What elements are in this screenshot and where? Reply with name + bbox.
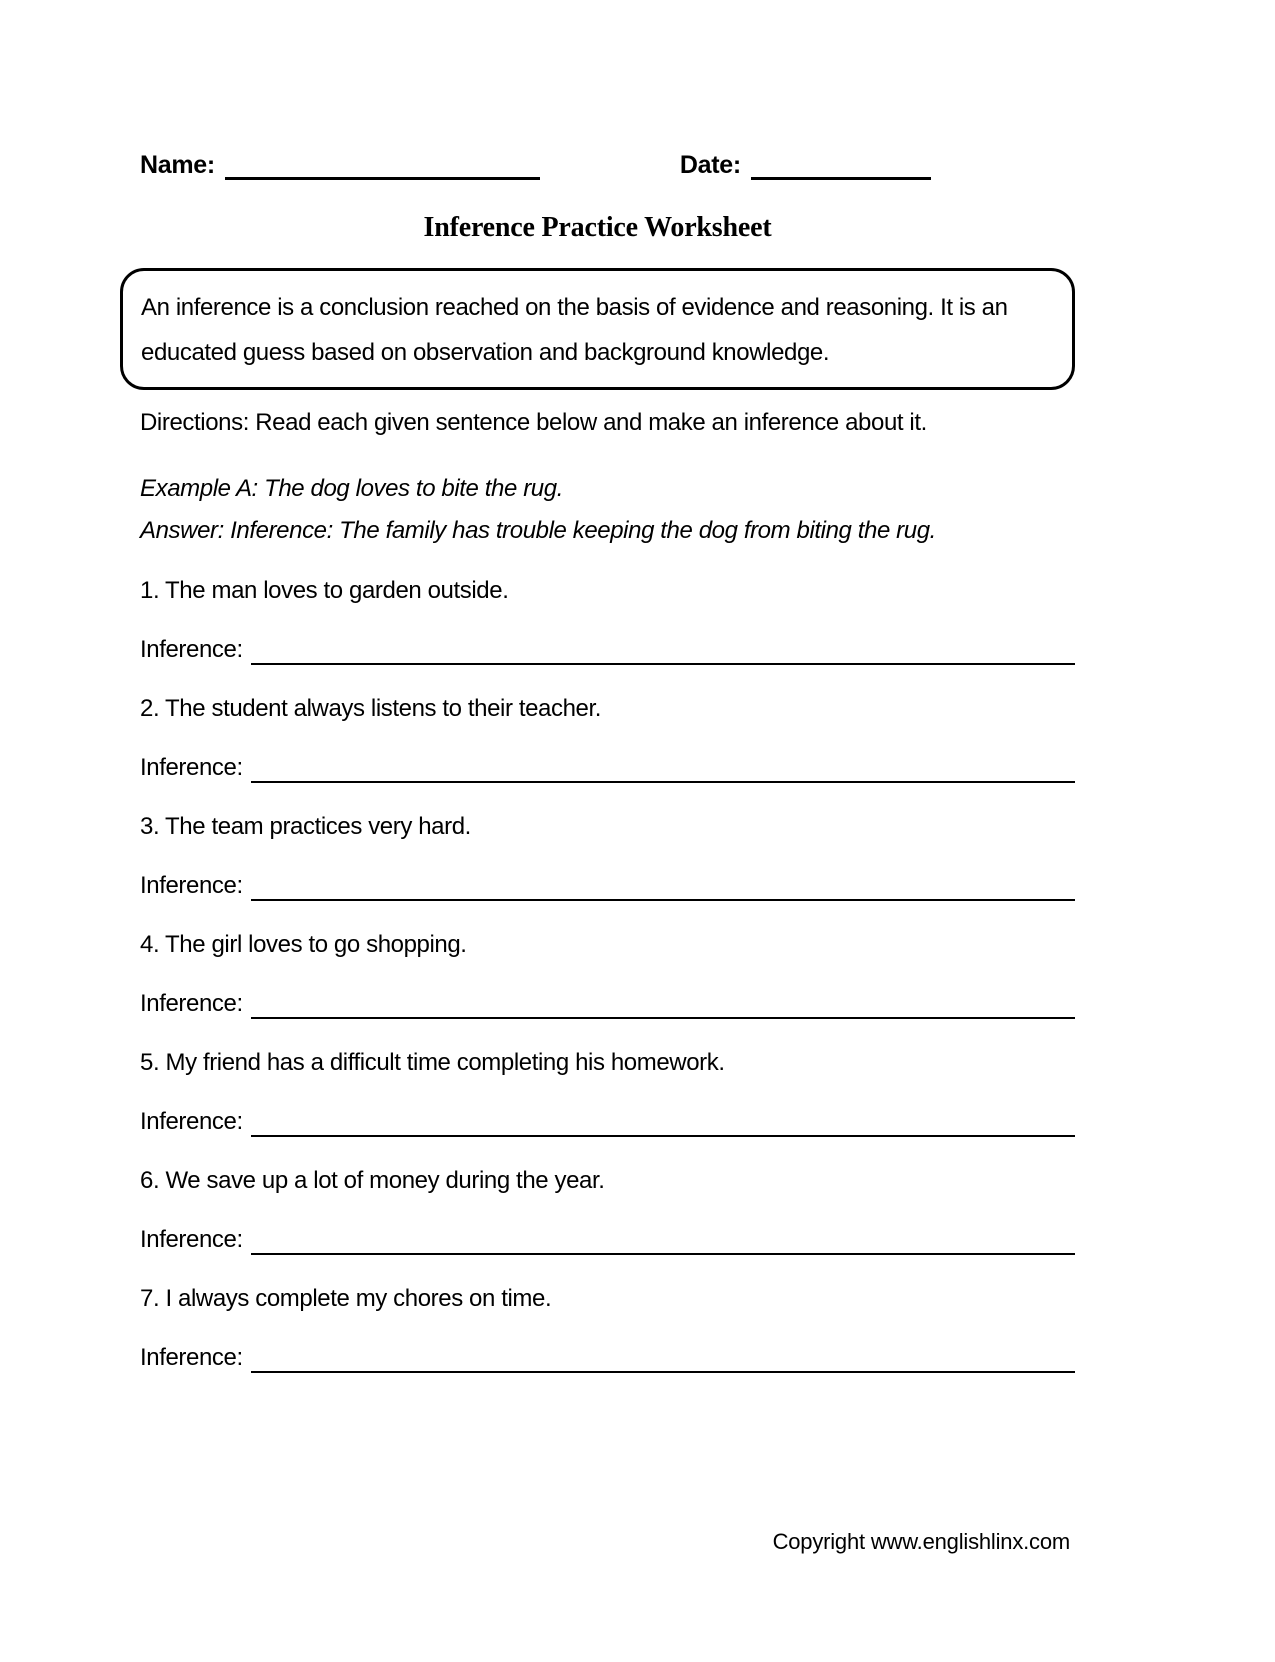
copyright-text: Copyright www.englishlinx.com bbox=[772, 1529, 1070, 1554]
inference-blank-line-7 bbox=[251, 1345, 1075, 1373]
inference-row-2 bbox=[140, 753, 1075, 783]
inference-row-6 bbox=[140, 1225, 1075, 1255]
inference-blank-line-1 bbox=[251, 637, 1075, 665]
questions-list bbox=[120, 576, 1075, 1373]
date-blank-line bbox=[751, 154, 931, 180]
directions-text: Directions: Read each given sentence below and make an inference about it. bbox=[140, 409, 927, 436]
inference-blank-line-4 bbox=[251, 991, 1075, 1019]
question-sentence-4: 4. The girl loves to go shopping. bbox=[140, 931, 467, 958]
definition-box: An inference is a conclusion reached on the basis of evidence and reasoning. It is an educated guess based on observation and background knowledge. bbox=[120, 268, 1075, 390]
date-label: Date: bbox=[679, 151, 741, 179]
inference-row-1 bbox=[140, 635, 1075, 665]
inference-label: Inference: bbox=[140, 1108, 243, 1135]
inference-row-3 bbox=[140, 871, 1075, 901]
example-answer: Answer: Inference: The family has trouble keeping the dog from biting the rug. bbox=[140, 517, 936, 544]
inference-blank-line-2 bbox=[251, 755, 1075, 783]
inference-row-7 bbox=[140, 1343, 1075, 1373]
question-sentence-3: 3. The team practices very hard. bbox=[140, 813, 471, 840]
question-sentence-5: 5. My friend has a difficult time completing his homework. bbox=[140, 1049, 725, 1076]
question-sentence-6: 6. We save up a lot of money during the year. bbox=[140, 1167, 605, 1194]
date-field bbox=[680, 150, 931, 180]
footer bbox=[120, 1529, 1075, 1555]
inference-label: Inference: bbox=[140, 754, 243, 781]
inference-label: Inference: bbox=[140, 1226, 243, 1253]
inference-label: Inference: bbox=[140, 1344, 243, 1371]
inference-row-4 bbox=[140, 989, 1075, 1019]
example-sentence: Example A: The dog loves to bite the rug. bbox=[140, 475, 563, 502]
inference-label: Inference: bbox=[140, 990, 243, 1017]
header-row bbox=[120, 150, 1075, 180]
question-sentence-2: 2. The student always listens to their teacher. bbox=[140, 695, 602, 722]
inference-blank-line-6 bbox=[251, 1227, 1075, 1255]
name-label: Name: bbox=[140, 151, 215, 179]
inference-row-5 bbox=[140, 1107, 1075, 1137]
page-title: Inference Practice Worksheet bbox=[423, 212, 772, 243]
inference-label: Inference: bbox=[140, 872, 243, 899]
name-blank-line bbox=[225, 154, 540, 180]
inference-blank-line-3 bbox=[251, 873, 1075, 901]
question-sentence-1: 1. The man loves to garden outside. bbox=[140, 577, 509, 604]
name-field bbox=[140, 150, 540, 180]
inference-label: Inference: bbox=[140, 636, 243, 663]
question-sentence-7: 7. I always complete my chores on time. bbox=[140, 1285, 552, 1312]
inference-blank-line-5 bbox=[251, 1109, 1075, 1137]
worksheet-content bbox=[120, 0, 1075, 1555]
example-block bbox=[120, 468, 1075, 552]
